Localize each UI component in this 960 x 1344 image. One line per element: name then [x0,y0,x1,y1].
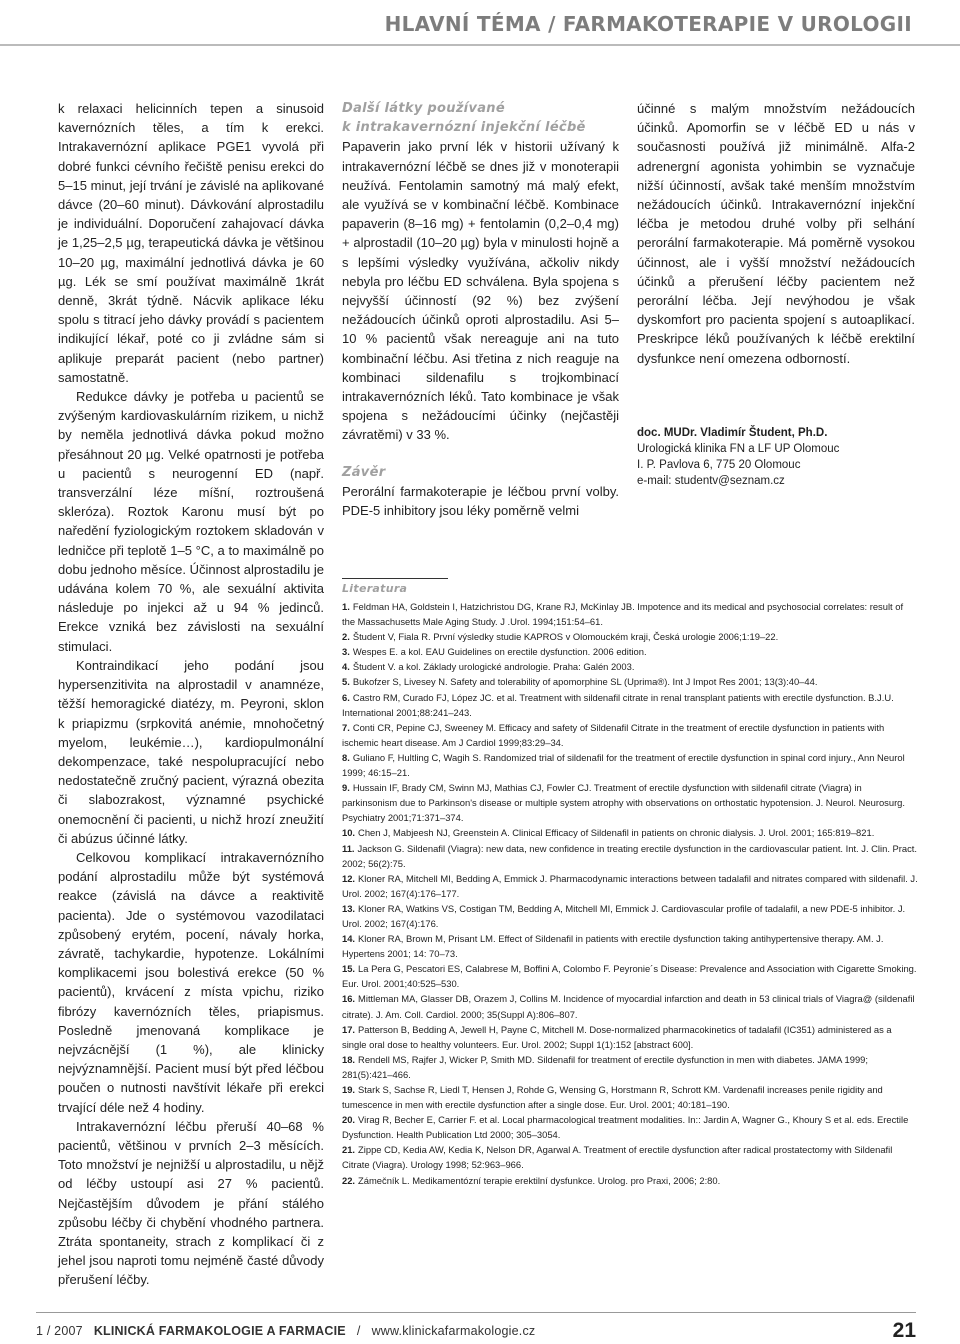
literature-divider [342,578,448,579]
reference-item [342,690,918,720]
reference-item [342,841,918,871]
reference-list [342,599,918,1188]
page-number: 21 [892,1319,916,1342]
reference-text: Hussain IF, Brady CM, Swinn MJ, Mathias CJ, Fowler CJ. Treatment of erectile dysfunction with sildenafil citrate (Viagra) in parkinsonism due to Parkinson's disease or multiple system atrophy with observations on orthostatic hypotension. J. Neurol. Neurosurg. Psychiatry 2001;71:371–374. [342,782,906,824]
reference-item [342,961,918,991]
reference-text: La Pera G, Pescatori ES, Calabrese M, Boffini A, Colombo F. Peyronie´s Disease: Prevalence and Association with Cigarette Smoking. Eur. Urol. 2001;40:525–530. [342,963,917,990]
reference-number: 1. [342,601,350,612]
author-block [637,425,917,489]
reference-item [342,991,918,1021]
section-body-other-substances [342,137,619,444]
text-column-2 [342,99,619,520]
reference-number: 5. [342,676,350,688]
reference-text: Conti CR, Pepine CJ, Sweeney M. Efficacy and safety of Sildenafil Citrate in the treatment of erectile dysfunction in patients with ischemic heart disease. Am J Cardiol 1999;83:29–34. [342,721,885,748]
author-address: I. P. Pavlova 6, 775 20 Olomouc [637,459,801,471]
reference-text: Patterson B, Bedding A, Jewell H, Payne C, Mitchell M. Dose-normalized pharmacokinetics of tadalafil (IC351) administered as a single oral dose to healthy volunteers. Eur. Urol. 2002; Suppl 1(1):152 [abstract 600]. [342,1023,892,1050]
author-name: doc. MUDr. Vladimír Študent, Ph.D. [637,427,828,439]
footer-info [36,1324,535,1338]
reference-item [342,629,918,644]
reference-text: Wespes E. a kol. EAU Guidelines on erectile dysfunction. 2006 edition. [352,646,647,658]
reference-text: Bukofzer S, Livesey N. Safety and tolerability of apomorphine SL (Uprima®). Int J Impot Res 2001; 13(3):40–44. [352,676,818,688]
reference-text: Kloner RA, Brown M, Prisant LM. Effect of Sildenafil in patients with erectile dysfunction taking antihypertensive therapy. AM. J. Hypertens 2001; 14: 70–73. [342,933,884,960]
section-heading-other-substances [342,99,619,137]
reference-item [342,659,918,674]
reference-number: 4. [342,661,350,673]
reference-number: 14. [342,933,356,945]
paragraph: účinné s malým množstvím nežádoucích účinků. Apomorfin se v léčbě ED u nás v současnosti používá již minimálně. Alfa-2 adrenergní agonista yohimbin se vyznačuje nižší účinností, avšak také menším množstvím nežádoucích účinků. Intrakavernózní injekční léčba je metodou druhé volby při selhání perorální farmakoterapie. Má poměrně vysokou účinnost, ale i vyšší množství nežádoucích účinků a přerušení léčby pacientem než perorální léčba. Její nevýhodou je však dyskomfort pro pacienta spojení s autoaplikací. Preskripce léků používaných k léčbě erektilní dysfunkce není omezena odborností. [637,101,915,366]
reference-text: Chen J, Mabjeesh NJ, Greenstein A. Clinical Efficacy of Sildenafil in patients on chronic dialysis. J. Urol. 2001; 165:819–821. [358,827,875,839]
reference-text: Zippe CD, Kedia AW, Kedia K, Nelson DR, Agarwal A. Treatment of erectile dysfunction after radical prostatectomy with Sildenafil Citrate (Viagra). Urology 1998; 52:963–966. [342,1144,893,1171]
paragraph: Perorální farmakoterapie je léčbou první volby. PDE-5 inhibitory jsou léky poměrně velmi [342,483,619,519]
text-column-3 [637,99,915,368]
footer-separator: / [356,1324,361,1338]
reference-text: Guliano F, Hultling C, Wagih S. Randomized trial of sildenafil for the treatment of erectile dysfunction in spinal cord injury., Ann Neurol 1999; 46:15–21. [342,751,905,779]
heading-line-2: k intrakavernózní injekční léčbě [342,120,586,136]
reference-number: 7. [342,721,350,733]
paragraph: Kontraindikací jeho podání jsou hypersenzitivita na alprostadil v anamnéze, těžší hemoragické diatézy, m. Peyroni, sklon k priapizmu (srpkovitá anémie, mnohočetný myelom, leukémie…), kardiopulmonální dekompenzace, také nespolupracující nebo nedostatečně zručný pacient, výrazná obezita či slabozrakost, významné psychické onemocnění či pacienti, u nichž hrozí zneužití či abúzus účinné látky. [58,657,324,846]
reference-text: Študent V, Fiala R. První výsledky studie KAPROS v Olomouckém kraji, Česká urologie 2006;1:19–22. [352,631,779,643]
reference-text: Rendell MS, Rajfer J, Wicker P, Smith MD. Sildenafil for treatment of erectile dysfunction in men with diabetes. JAMA 1999; 281(5):421–466. [342,1053,868,1080]
reference-item [342,644,918,659]
reference-text: Stark S, Sachse R, Liedl T, Hensen J, Rohde G, Wensing G, Horstmann R, Schrott KM. Vardenafil increases penile rigidity and tumescence in men with erectile dysfunction after a single dose. Eur. Urol. 2001; 40:181–190. [342,1084,883,1111]
reference-number: 13. [342,902,356,914]
reference-item [342,931,918,961]
reference-text: Študent V. a kol. Základy urologické andrologie. Praha: Galén 2003. [352,661,635,673]
literature-heading: Literatura [342,582,408,595]
header-divider [0,44,960,46]
reference-text: Castro RM, Curado FJ, López JC. et al. Treatment with sildenafil citrate in renal transplant patients with erectile dysfunction. B.J.U. International 2001;88:241–243. [342,691,894,718]
reference-item [342,750,918,780]
reference-item [342,674,918,689]
reference-number: 17. [342,1023,356,1035]
reference-number: 21. [342,1144,356,1156]
section-body-conclusion [342,482,619,520]
reference-text: Kloner RA, Mitchell MI, Bedding A, Emmick J. Pharmacodynamic interactions between tadalafil and nitrates compared with sildenafil. J. Urol. 2002; 167(4):176–177. [342,872,918,899]
reference-text: Feldman HA, Goldstein I, Hatzichristou DG, Krane RJ, McKinlay JB. Impotence and its medical and psychosocial correlates: result of the Massachusetts Male Aging Study. J .Urol. 1994;151:54–61. [342,601,904,628]
section-title: HLAVNÍ TÉMA / FARMAKOTERAPIE V UROLOGII [384,12,912,36]
author-email: e-mail: studentv@seznam.cz [637,475,785,487]
header-bar [0,0,960,44]
reference-number: 18. [342,1053,356,1065]
reference-number: 11. [342,842,355,854]
reference-text: Zámečník L. Medikamentózní terapie erektilní dysfunkce. Urolog. pro Praxi, 2006; 2:80. [358,1174,721,1186]
reference-item [342,780,918,825]
section-heading-conclusion: Závěr [342,464,386,480]
reference-number: 8. [342,751,350,763]
reference-number: 12. [342,872,356,884]
reference-text: Kloner RA, Watkins VS, Costigan TM, Bedding A, Mitchell MI, Emmick J. Cardiovascular profile of tadalafil, a new PDE-5 inhibitor. J. Urol. 2002; 167(4):176. [342,902,906,929]
paragraph: Redukce dávky je potřeba u pacientů se zvýšeným kardiovaskulárním rizikem, u nichž by neměla jednotlivá dávka pokud možno přesáhnout 20 µg. Velké opatrnosti je potřeba u pacientů s neurogenní ED (např. transverzální léze míšní, roztroušená skleróza). Roztok Karonu musí být po naředění fyziologickým roztokem skladován v ledničce při teplotě 1–5 °C, a to maximálně po dobu jednoho měsíce. Účinnost alprostadilu je udávána kolem 70 %, ale sexuální aktivita následuje po injekci až u 94 % jedinců. Erekce vzniká bez závislosti na sexuální stimulaci. [58,389,324,654]
text-column-1 [58,99,324,1290]
reference-number: 3. [342,646,350,658]
footer-website[interactable]: www.klinickafarmakologie.cz [371,1324,536,1338]
paragraph: Intrakavernózní léčbu přeruší 40–68 % pacientů, většinou v prvních 2–3 měsících. Toto množství je nejnižší u alprostadilu, u nějž od léčby ustoupí asi 27 % pacientů. Nejčastějším důvodem je přání stálého způsobu léčby či chybění vhodného partnera. Ztráta spontaneity, strach z komplikací či z jehel jsou naproti tomu nejméně časté důvody přerušení léčby. [58,1118,324,1288]
reference-item [342,1082,918,1112]
reference-item [342,901,918,931]
reference-number: 10. [342,827,356,839]
heading-line-1: Další látky používané [342,101,505,116]
reference-number: 15. [342,963,356,975]
reference-item [342,1173,918,1188]
reference-item [342,825,918,840]
reference-number: 16. [342,993,356,1005]
reference-text: Virag R, Becher E, Carrier F. et al. Local pharmacological treatment modalities. In:: Jardin A, Wagner G., Khoury S et al. eds. Erectile Dysfunction. Health Publication Ltd 2000; 305–3054. [342,1114,909,1141]
paragraph: Celkovou komplikací intrakavernózního podání alprostadilu může být systémová reakce (závislá na dávce a reaktivitě pacienta). Jde o systémovou vazodilataci způsobený erytém, pocení, návaly horka, závratě, tachykardie, hypotenze. Lokálními komplikacemi jsou bolestivá erekce (50 % pacientů), krvácení z místa vpichu, riziko fibrózy kavernózních těles, priapismus. Posledně jmenovaná komplikace je nejvzácnější (1 %), ale klinicky nejvýznamnější. Pacient musí být před léčbou poučen o nutnosti navštívit lékaře při erekci trvající déle než 4 hodiny. [58,849,324,1115]
reference-item [342,1112,918,1142]
reference-text: Mittleman MA, Glasser DB, Orazem J, Collins M. Incidence of myocardial infarction and death in 53 clinical trials of Viagra@ (sildenafil citrate). J. Am. Coll. Cardiol. 2000; 35(Suppl A):806–807. [342,993,915,1020]
reference-item [342,1142,918,1172]
reference-item [342,1052,918,1082]
paragraph: Papaverin jako první lék v historii užívaný k intrakavernózní léčbě se dnes již v monoterapii neužívá. Fentolamin samotný má malý efekt, ale využívá se v kombinační léčbě. Kombinace papaverin (8–16 mg) + fentolamin (0,2–0,4 mg) + alprostadil (10–20 µg) byla v minulosti hojně a s lepšími výsledky využívána, ačkoliv nikdy nebyla pro léčbu ED schválena. Byla spojena s nejvyšší účinností (92 %) bez zvýšení nežádoucích účinků oproti alprostadilu. Asi 5–10 % pacientů však nereaguje ani na tuto kombinační léčbu. Asi třetina z nich reaguje na kombinaci sildenafilu s trojkombinací intrakavernózních léků. Tato kombinace je však spojena s nežádoucími účinky (nejčastěji závratěmi) v 33 %. [342,139,619,443]
reference-item [342,720,918,750]
reference-item [342,599,918,629]
paragraph: k relaxaci helicinních tepen a sinusoid kavernózních těles, a tím k erekci. Intrakavernózní aplikace PGE1 vyvolá při dobré funkci cévního řečiště penisu erekci do 5–15 minut, její trvání je závislé na aplikované dávce (20–60 minut). Dávkování alprostadilu je individuální. Doporučení zahajovací dávka je 1,25–2,5 µg, terapeutická dávka je většinou 10–20 µg, maximální jednotlivá dávka je 60 µg. Lék se smí používat maximálně 1krát denně, 3krát týdně. Nácvik aplikace léku spolu s titrací jeho dávky provádí s pacientem indikující lékař, poté co ji zvládne sám si aplikuje preparát pacient (nebo partner) samostatně. [58,101,324,385]
reference-text: Jackson G. Sildenafil (Viagra): new data, new confidence in treating erectile dysfunction in the cardiovascular patient. Int. J. Clin. Pract. 2002; 56(2):75. [342,842,918,869]
reference-number: 2. [342,631,350,643]
footer-magazine: KLINICKÁ FARMAKOLOGIE A FARMACIE [93,1324,346,1338]
reference-item [342,1022,918,1052]
reference-number: 22. [342,1174,356,1186]
footer-divider [36,1312,916,1313]
reference-number: 19. [342,1084,356,1095]
reference-number: 6. [342,691,350,703]
reference-number: 20. [342,1114,356,1126]
author-affiliation: Urologická klinika FN a LF UP Olomouc [637,443,840,455]
reference-item [342,871,918,901]
reference-number: 9. [342,782,350,794]
footer-issue: 1 / 2007 [36,1324,83,1338]
